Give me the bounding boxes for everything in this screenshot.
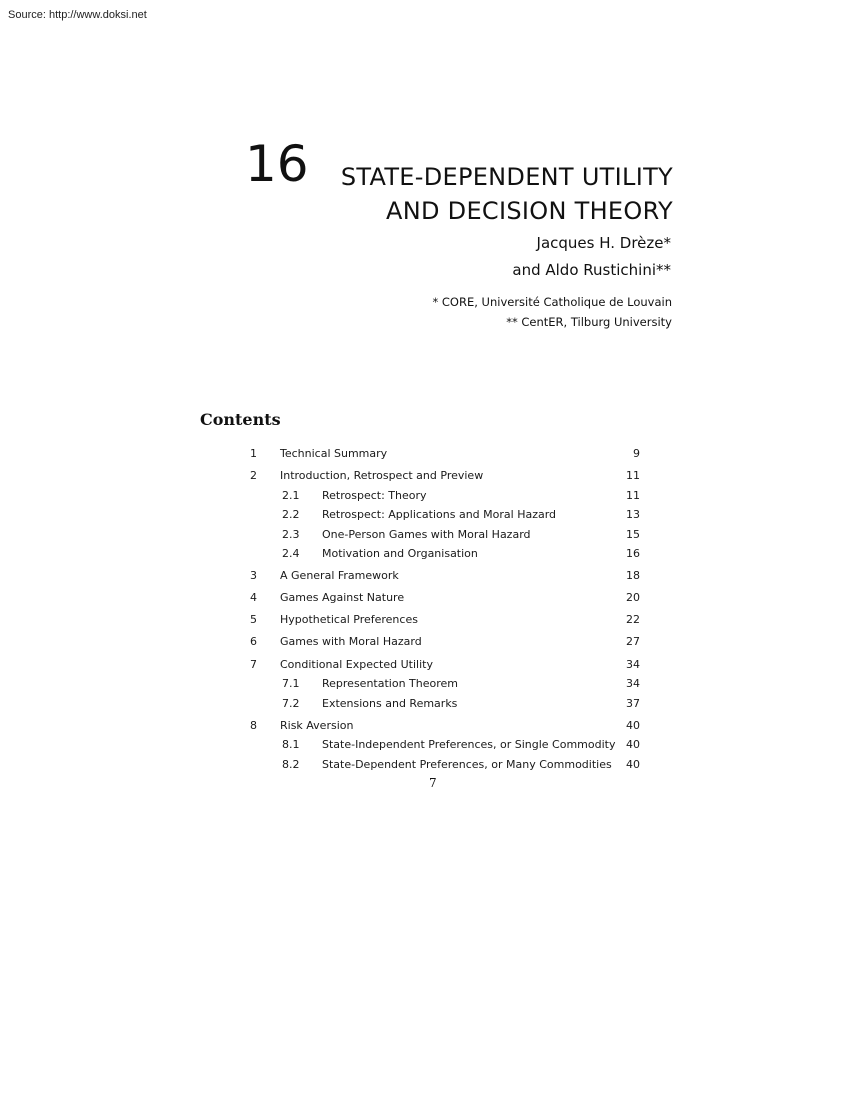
toc-subsection-entry[interactable] bbox=[250, 544, 640, 564]
toc-entry-page: 20 bbox=[626, 591, 640, 605]
toc-entry-page: 40 bbox=[626, 738, 640, 752]
toc-entry-page: 27 bbox=[626, 635, 640, 649]
toc-entry-number: 7.2 bbox=[282, 696, 300, 710]
toc-entry-number: 5 bbox=[250, 613, 257, 627]
toc-subsection-entry[interactable] bbox=[250, 755, 640, 775]
toc-entry-page: 11 bbox=[626, 488, 640, 502]
toc-entry-title: Introduction, Retrospect and Preview bbox=[280, 469, 484, 483]
toc-entry-page: 11 bbox=[626, 469, 640, 483]
chapter-title-line-1: STATE-DEPENDENT UTILITY bbox=[340, 163, 673, 191]
toc-section-entry[interactable] bbox=[250, 566, 640, 586]
toc-entry-page: 9 bbox=[633, 447, 640, 460]
affiliation-line-2: ** CentER, Tilburg University bbox=[506, 315, 672, 329]
toc-section-entry[interactable] bbox=[250, 610, 640, 630]
authors bbox=[512, 230, 671, 284]
toc-section-entry[interactable] bbox=[250, 466, 640, 486]
toc-entry-title: Risk Aversion bbox=[280, 718, 354, 732]
toc-subsection-entry[interactable] bbox=[250, 505, 640, 525]
affiliations bbox=[432, 292, 672, 332]
toc-entry-number: 7 bbox=[250, 657, 257, 671]
toc-entry-number: 8.1 bbox=[282, 738, 300, 752]
toc-entry-title: Representation Theorem bbox=[322, 677, 458, 691]
toc-entry-title: Motivation and Organisation bbox=[322, 547, 478, 561]
toc-subsection-entry[interactable] bbox=[250, 694, 640, 714]
toc-entry-title: Games with Moral Hazard bbox=[280, 635, 422, 649]
toc-entry-number: 2.3 bbox=[282, 527, 300, 541]
contents-heading: Contents bbox=[200, 410, 281, 429]
toc-entry-number: 2.4 bbox=[282, 547, 300, 561]
toc-entry-page: 16 bbox=[626, 547, 640, 561]
toc-entry-title: State-Dependent Preferences, or Many Commodities bbox=[322, 757, 612, 771]
toc-entry-page: 40 bbox=[626, 718, 640, 732]
toc-entry-page: 34 bbox=[626, 677, 640, 691]
toc-section-entry[interactable] bbox=[250, 655, 640, 675]
affiliation-line-1: * CORE, Université Catholique de Louvain bbox=[432, 295, 672, 309]
toc-entry-title: Conditional Expected Utility bbox=[280, 657, 433, 671]
chapter-number: 16 bbox=[245, 135, 309, 193]
toc-section-entry[interactable] bbox=[250, 632, 640, 652]
source-line: Source: http://www.doksi.net bbox=[8, 9, 147, 21]
table-of-contents bbox=[250, 444, 640, 774]
page-number: 7 bbox=[429, 776, 437, 790]
toc-entry-title: Games Against Nature bbox=[280, 591, 405, 605]
toc-entry-title: Extensions and Remarks bbox=[322, 696, 458, 710]
toc-entry-number: 2.2 bbox=[282, 508, 300, 522]
toc-section-entry[interactable] bbox=[250, 716, 640, 736]
author-line-2: and Aldo Rustichini** bbox=[512, 261, 671, 279]
toc-entry-number: 8 bbox=[250, 718, 257, 732]
toc-entry-page: 13 bbox=[626, 508, 640, 522]
toc-entry-page: 15 bbox=[626, 527, 640, 541]
toc-entry-page: 18 bbox=[626, 569, 640, 583]
toc-entry-number: 1 bbox=[250, 447, 257, 460]
toc-entry-number: 4 bbox=[250, 591, 257, 605]
toc-entry-title: One-Person Games with Moral Hazard bbox=[322, 527, 531, 541]
toc-entry-title: Hypothetical Preferences bbox=[280, 613, 418, 627]
chapter-title bbox=[341, 160, 673, 228]
toc-section-entry[interactable] bbox=[250, 444, 640, 464]
toc-entry-title: Technical Summary bbox=[280, 447, 388, 460]
toc-subsection-entry[interactable] bbox=[250, 735, 640, 755]
toc-entry-number: 6 bbox=[250, 635, 257, 649]
toc-entry-title: A General Framework bbox=[280, 569, 399, 583]
toc-entry-number: 3 bbox=[250, 569, 257, 583]
toc-entry-number: 2.1 bbox=[282, 488, 300, 502]
author-line-1: Jacques H. Drèze* bbox=[536, 234, 671, 252]
chapter-title-line-2: AND DECISION THEORY bbox=[385, 197, 673, 225]
toc-section-entry[interactable] bbox=[250, 588, 640, 608]
toc-entry-page: 37 bbox=[626, 696, 640, 710]
toc-entry-title: Retrospect: Applications and Moral Hazard bbox=[322, 508, 557, 522]
toc-entry-page: 22 bbox=[626, 613, 640, 627]
toc-subsection-entry[interactable] bbox=[250, 674, 640, 694]
toc-entry-number: 2 bbox=[250, 469, 257, 483]
toc-entry-page: 34 bbox=[626, 657, 640, 671]
toc-subsection-entry[interactable] bbox=[250, 525, 640, 545]
toc-subsection-entry[interactable] bbox=[250, 486, 640, 506]
toc-entry-number: 7.1 bbox=[282, 677, 300, 691]
toc-entry-title: Retrospect: Theory bbox=[322, 488, 427, 502]
toc-entry-title: State-Independent Preferences, or Single Commodity bbox=[322, 738, 616, 752]
toc-entry-page: 40 bbox=[626, 757, 640, 771]
toc-entry-number: 8.2 bbox=[282, 757, 300, 771]
